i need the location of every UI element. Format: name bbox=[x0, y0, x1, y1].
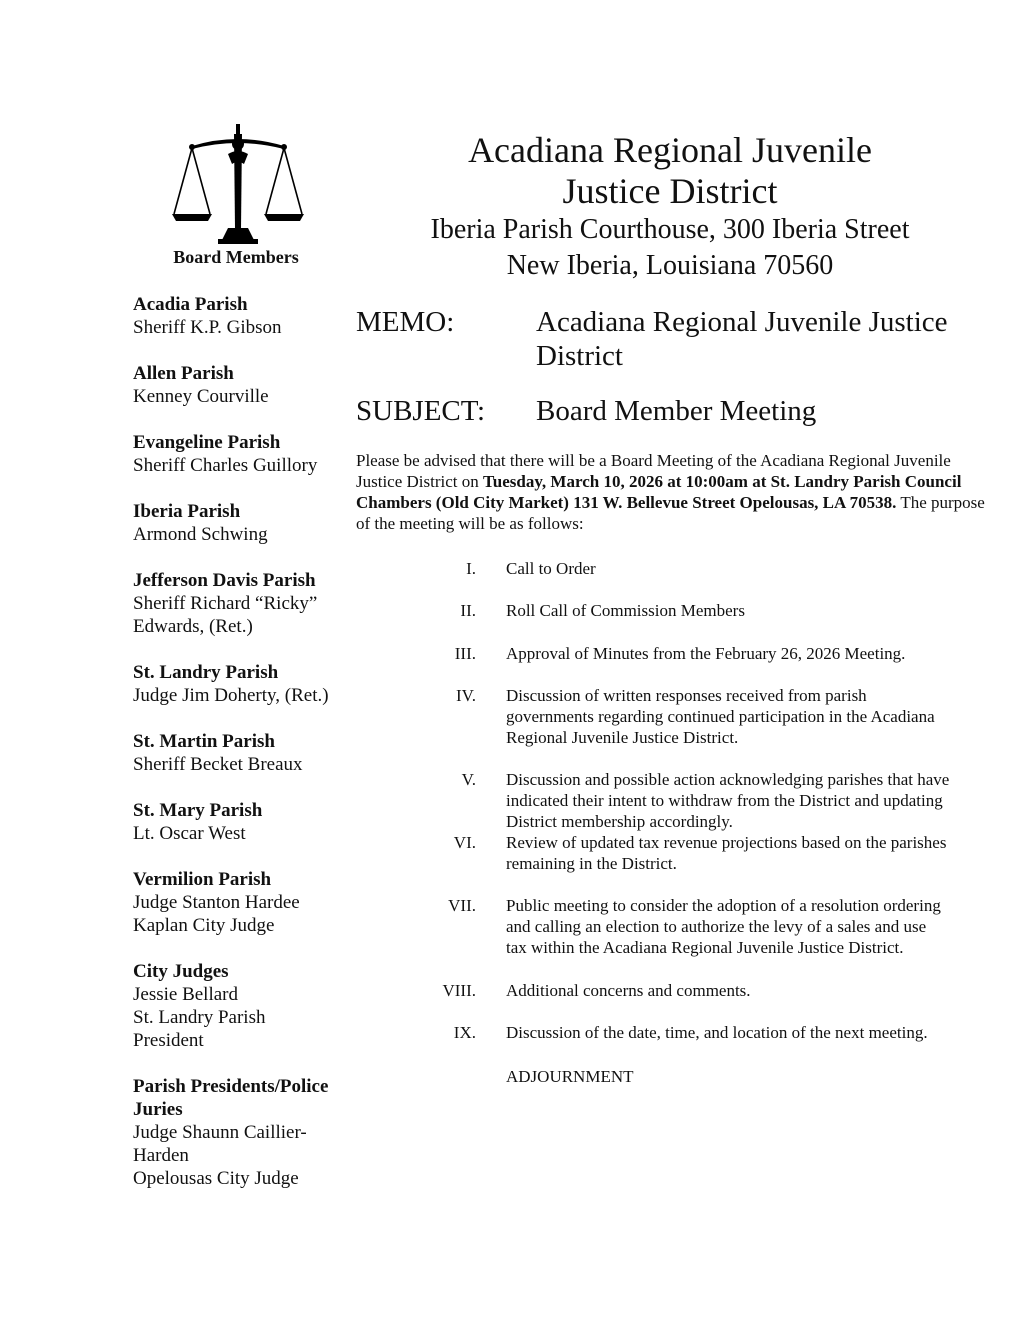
member-entry bbox=[133, 362, 348, 408]
agenda-number: VII. bbox=[448, 896, 476, 915]
member-name: Harden bbox=[133, 1145, 189, 1166]
agenda-line: Discussion of written responses received from parish bbox=[506, 686, 867, 705]
scales-of-justice-icon bbox=[168, 124, 308, 250]
member-name: President bbox=[133, 1030, 204, 1051]
agenda-line: Roll Call of Commission Members bbox=[506, 601, 745, 620]
agenda-text bbox=[506, 769, 996, 832]
member-name: Sheriff Becket Breaux bbox=[133, 754, 303, 775]
agenda-number: IV. bbox=[456, 686, 476, 705]
agenda-line: Review of updated tax revenue projections based on the parishes bbox=[506, 833, 947, 852]
member-name: Opelousas City Judge bbox=[133, 1168, 299, 1189]
agenda-line: Public meeting to consider the adoption of a resolution ordering bbox=[506, 896, 941, 915]
member-name: Judge Shaunn Caillier- bbox=[133, 1122, 307, 1143]
board-members-title: Board Members bbox=[173, 247, 299, 267]
agenda-number: IX. bbox=[453, 1023, 476, 1042]
agenda-line: Discussion of the date, time, and location of the next meeting. bbox=[506, 1023, 928, 1042]
member-entry bbox=[133, 661, 348, 707]
member-name: Edwards, (Ret.) bbox=[133, 616, 253, 637]
agenda-number: I. bbox=[466, 559, 476, 578]
agenda-line: indicated their intent to withdraw from the District and updating bbox=[506, 791, 943, 810]
member-name: Judge Jim Doherty, (Ret.) bbox=[133, 685, 329, 706]
letterhead bbox=[355, 130, 985, 284]
agenda-text bbox=[506, 895, 996, 958]
agenda-text bbox=[506, 980, 996, 1001]
agenda-line: governments regarding continued participation in the Acadiana bbox=[506, 707, 935, 726]
member-name: Armond Schwing bbox=[133, 524, 268, 545]
org-name-line2: Justice District bbox=[562, 171, 778, 211]
intro-paragraph bbox=[356, 450, 996, 534]
agenda-line: Call to Order bbox=[506, 559, 596, 578]
member-entry bbox=[133, 868, 348, 937]
agenda-line: Approval of Minutes from the February 26, 2026 Meeting. bbox=[506, 644, 906, 663]
agenda-text bbox=[506, 1022, 996, 1043]
member-entry bbox=[133, 960, 348, 1052]
member-name: Jessie Bellard bbox=[133, 984, 239, 1005]
member-name: Lt. Oscar West bbox=[133, 823, 246, 844]
member-parish: Iberia Parish bbox=[133, 501, 241, 522]
member-name: Kenney Courville bbox=[133, 386, 269, 407]
member-parish: City Judges bbox=[133, 961, 229, 982]
member-entry bbox=[133, 293, 348, 339]
member-parish: Vermilion Parish bbox=[133, 869, 272, 890]
member-entry bbox=[133, 569, 348, 638]
meeting-details: Tuesday, March 10, 2026 at 10:00am at St. Landry Parish Council Chambers (Old City Market) 131 W. Bellevue Street Opelousas, LA 70538. bbox=[356, 472, 962, 512]
member-parish: St. Landry Parish bbox=[133, 662, 279, 683]
agenda-line: remaining in the District. bbox=[506, 854, 677, 873]
agenda-text bbox=[506, 558, 996, 579]
member-entry bbox=[133, 1075, 348, 1190]
sidebar bbox=[0, 0, 350, 1324]
member-entry bbox=[133, 500, 348, 546]
memo-value-line1: Acadiana Regional Juvenile Justice bbox=[536, 306, 948, 338]
agenda-line: tax within the Acadiana Regional Juvenile Justice District. bbox=[506, 938, 904, 957]
agenda-text bbox=[506, 600, 996, 621]
agenda-line: Additional concerns and comments. bbox=[506, 981, 751, 1000]
intro-text: Please be advised that there will be a Board Meeting of the Acadiana Regional Juvenile Justice District on bbox=[356, 451, 951, 491]
address-line1: Iberia Parish Courthouse, 300 Iberia Street bbox=[430, 214, 910, 245]
member-name: Sheriff K.P. Gibson bbox=[133, 317, 282, 338]
agenda-line: Regional Juvenile Justice District. bbox=[506, 728, 739, 747]
agenda-line: District membership accordingly. bbox=[506, 812, 733, 831]
subject-label: SUBJECT: bbox=[356, 395, 486, 427]
member-name: Judge Stanton Hardee bbox=[133, 892, 300, 913]
memo-value-line2: District bbox=[536, 340, 623, 372]
subject-value: Board Member Meeting bbox=[536, 395, 817, 427]
member-entry bbox=[133, 799, 348, 845]
agenda-text bbox=[506, 685, 996, 748]
adjournment: ADJOURNMENT bbox=[506, 1067, 634, 1086]
member-parish: St. Mary Parish bbox=[133, 800, 263, 821]
agenda-number: VI. bbox=[453, 833, 476, 852]
member-name: Sheriff Richard “Ricky” bbox=[133, 593, 318, 614]
member-entry bbox=[133, 431, 348, 477]
member-parish: Acadia Parish bbox=[133, 294, 248, 315]
agenda-line: and calling an election to authorize the levy of a sales and use bbox=[506, 917, 927, 936]
agenda-number: III. bbox=[454, 644, 476, 663]
member-parish: Parish Presidents/Police bbox=[133, 1076, 329, 1097]
agenda-number: V. bbox=[461, 770, 476, 789]
memo-label: MEMO: bbox=[356, 306, 455, 338]
member-parish: Allen Parish bbox=[133, 363, 234, 384]
agenda-number: II. bbox=[460, 601, 476, 620]
member-name: St. Landry Parish bbox=[133, 1007, 266, 1028]
member-entry bbox=[133, 730, 348, 776]
agenda-line: Discussion and possible action acknowledging parishes that have bbox=[506, 770, 950, 789]
agenda-text bbox=[506, 643, 996, 664]
intro-text-end: The purpose of the meeting will be as follows: bbox=[356, 493, 985, 533]
address-line2: New Iberia, Louisiana 70560 bbox=[506, 250, 834, 281]
member-parish: Juries bbox=[133, 1099, 183, 1120]
board-member-list bbox=[133, 293, 348, 1213]
org-name-line1: Acadiana Regional Juvenile bbox=[468, 130, 872, 170]
memo-value bbox=[536, 305, 996, 373]
member-parish: Jefferson Davis Parish bbox=[133, 570, 316, 591]
member-name: Sheriff Charles Guillory bbox=[133, 455, 318, 476]
member-name: Kaplan City Judge bbox=[133, 915, 275, 936]
agenda-text bbox=[506, 832, 996, 874]
member-parish: Evangeline Parish bbox=[133, 432, 281, 453]
member-parish: St. Martin Parish bbox=[133, 731, 275, 752]
agenda-number: VIII. bbox=[442, 981, 476, 1000]
